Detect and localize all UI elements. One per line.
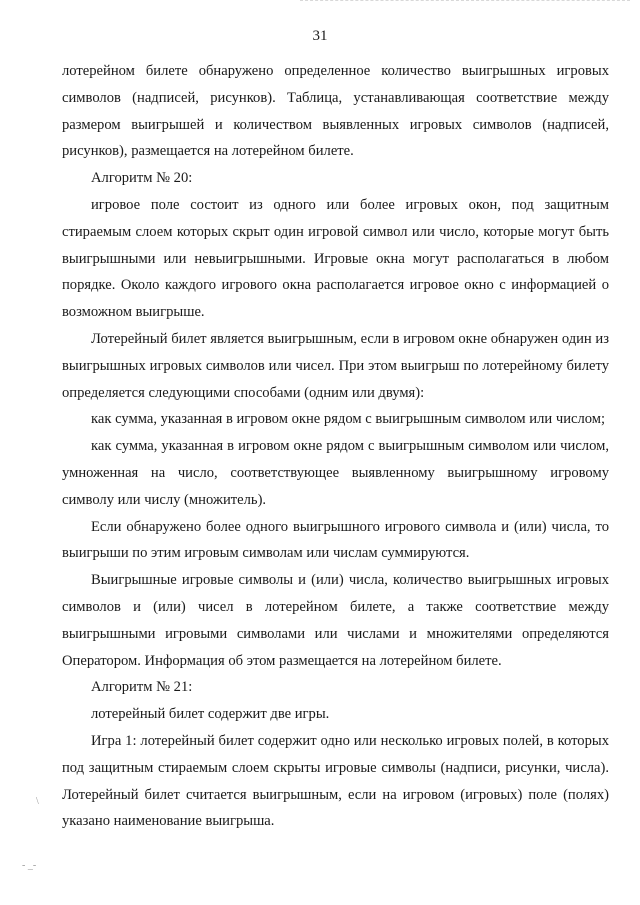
algorithm-21-heading: Алгоритм № 21: — [91, 679, 193, 696]
scan-edge-line — [300, 0, 630, 1]
algorithm-20-heading: Алгоритм № 20: — [91, 170, 193, 187]
scan-artifact: \ — [36, 796, 39, 807]
paragraph-3: игровое поле состоит из одного или более игровых окон, под защитным стираемым слоем которых скрыт один игровой символ или число, которые могут быть выигрышными или невыигрышными. Игровые окна могут располагаться в любом порядке. Около каждого игрового окна располагается игровое окно с информацией о возможном выигрыше. — [62, 196, 609, 321]
paragraph-4: Лотерейный билет является выигрышным, если в игровом окне обнаружен один из выигрышных игровых символов или чисел. При этом выигрыш по лотерейному билету определяется следующими способами (одним или двумя): — [62, 330, 609, 401]
paragraph-5: как сумма, указанная в игровом окне рядом с выигрышным символом или числом; — [91, 411, 606, 428]
paragraph-8: Выигрышные игровые символы и (или) числа, количество выигрышных игровых символов и (или) чисел в лотерейном билете, а также соответствие между выигрышными игровыми символами или числами и множителями определяются Оператором. Информация об этом размещается на лотерейном билете. — [62, 572, 609, 669]
paragraph-1: лотерейном билете обнаружено определенное количество выигрышных игровых символов (надписей, рисунков). Таблица, устанавливающая соответствие между размером выигрышей и количеством выявленных игровых символов (надписей, рисунков), размещается на лотерейном билете. — [62, 63, 609, 160]
paragraph-7: Если обнаружено более одного выигрышного игрового символа и (или) числа, то выигрыши по этим игровым символам или числам суммируются. — [62, 518, 609, 562]
page-number: 31 — [312, 28, 328, 44]
document-body — [62, 58, 609, 835]
scan-artifact: - _- — [22, 860, 37, 871]
paragraph-6: как сумма, указанная в игровом окне рядом с выигрышным символом или числом, умноженная на число, соответствующее выявленному выигрышному игровому символу или числу (множитель). — [62, 438, 609, 508]
paragraph-10: лотерейный билет содержит две игры. — [91, 706, 330, 723]
paragraph-11: Игра 1: лотерейный билет содержит одно или несколько игровых полей, в которых под защитным стираемым слоем скрыты игровые символы (надписи, рисунки, числа). Лотерейный билет считается выигрышным, если на игровом (игровых) поле (полях) указано наименование выигрыша. — [62, 732, 609, 830]
